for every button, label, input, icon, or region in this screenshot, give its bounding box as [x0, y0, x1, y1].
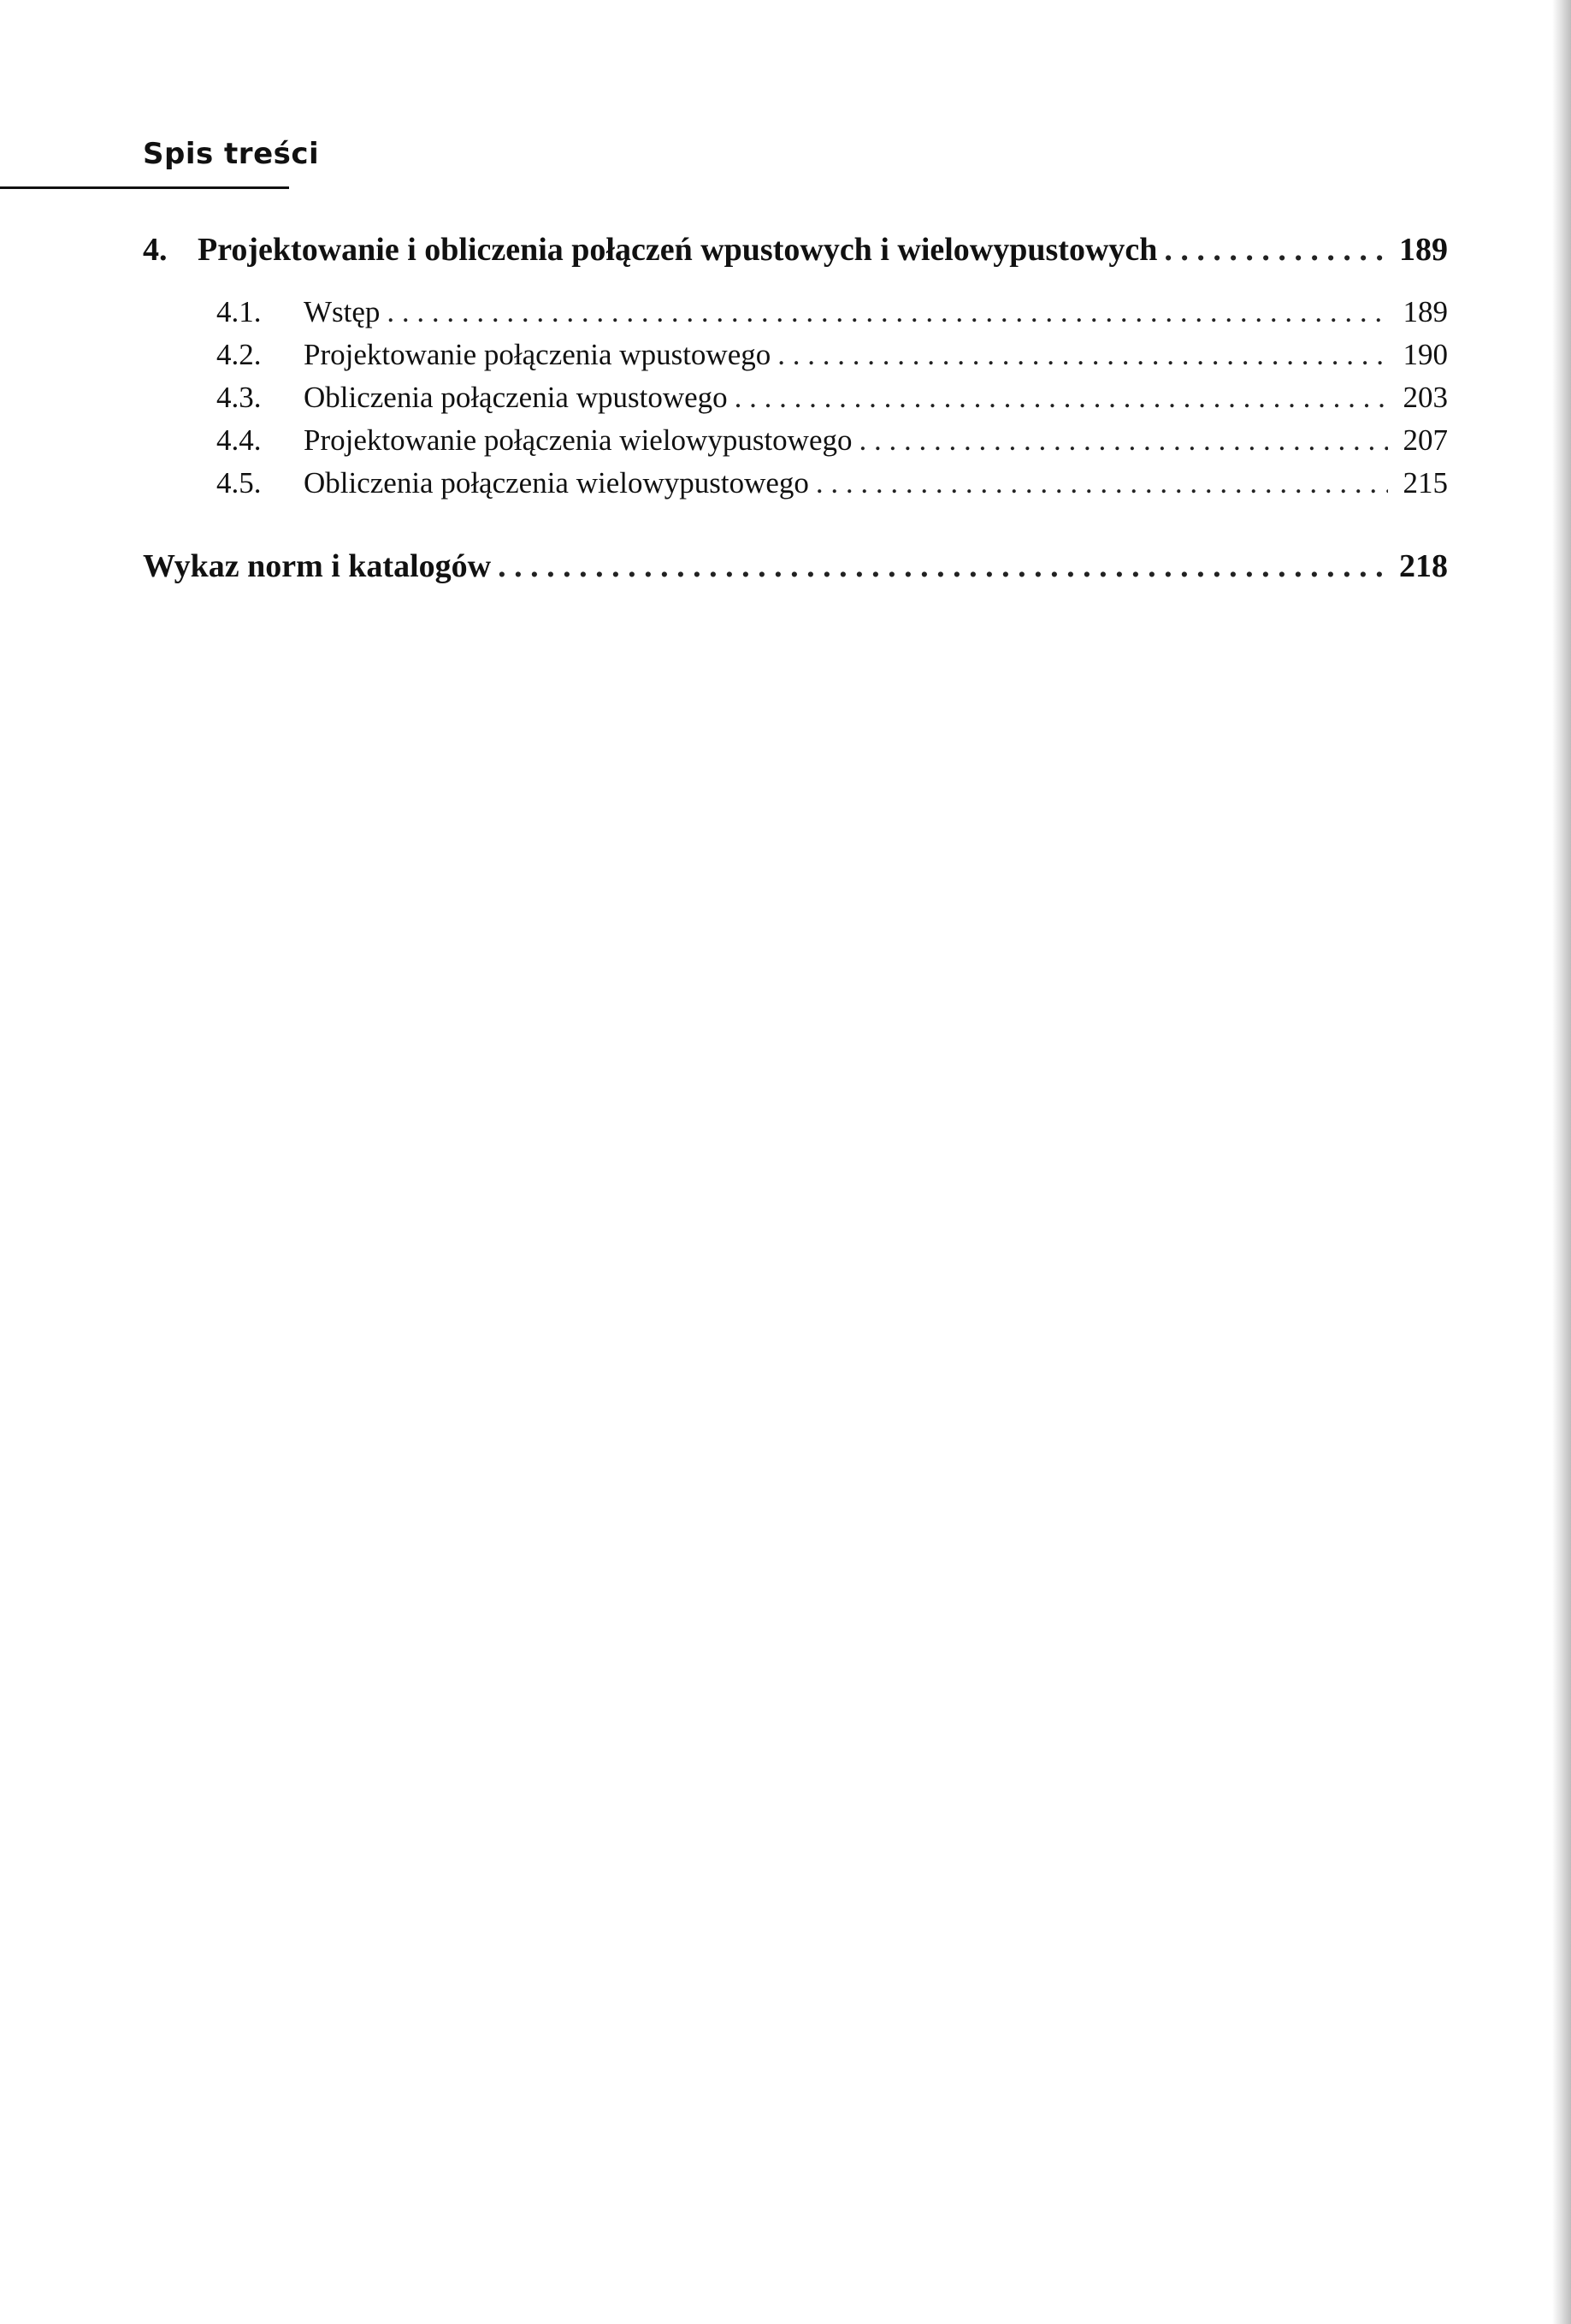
section-number: 4.4.	[216, 423, 262, 457]
section-number: 4.1.	[216, 295, 262, 328]
chapter-title: Projektowanie i obliczenia połączeń wpustowych i wielowypustowych	[198, 232, 1158, 268]
section-title: Wstęp	[304, 295, 381, 328]
dot-leader	[816, 466, 1388, 500]
section-page-number: 189	[1403, 295, 1448, 328]
toc-section-4-2[interactable]	[216, 338, 1448, 372]
section-title: Projektowanie połączenia wpustowego	[304, 338, 771, 371]
chapter-page-number: 189	[1399, 232, 1448, 268]
header-rule	[0, 186, 289, 189]
toc-section-4-1[interactable]	[216, 295, 1448, 329]
toc-section-4-3[interactable]	[216, 381, 1448, 415]
toc-chapter-4[interactable]	[143, 231, 1448, 269]
section-title: Obliczenia połączenia wpustowego	[304, 381, 728, 414]
section-page-number: 215	[1403, 466, 1448, 500]
toc-section-4-4[interactable]	[216, 423, 1448, 458]
dot-leader	[1164, 231, 1388, 269]
toc-appendix-norms[interactable]	[143, 547, 1448, 585]
section-number: 4.2.	[216, 338, 262, 371]
appendix-title: Wykaz norm i katalogów	[143, 548, 492, 584]
section-page-number: 203	[1403, 381, 1448, 414]
section-number: 4.5.	[216, 466, 262, 500]
scan-page-edge	[1552, 0, 1571, 2324]
section-page-number: 207	[1403, 423, 1448, 457]
dot-leader	[859, 423, 1388, 458]
section-number: 4.3.	[216, 381, 262, 414]
section-page-number: 190	[1403, 338, 1448, 371]
appendix-page-number: 218	[1399, 548, 1448, 584]
toc-section-4-5[interactable]	[216, 466, 1448, 500]
chapter-number: 4.	[143, 232, 168, 268]
running-header-title: Spis treści	[143, 137, 320, 171]
dot-leader	[735, 381, 1388, 415]
dot-leader	[387, 295, 1388, 329]
dot-leader	[777, 338, 1388, 372]
dot-leader	[498, 547, 1388, 585]
section-title: Projektowanie połączenia wielowypustowego	[304, 423, 853, 457]
section-title: Obliczenia połączenia wielowypustowego	[304, 466, 809, 500]
